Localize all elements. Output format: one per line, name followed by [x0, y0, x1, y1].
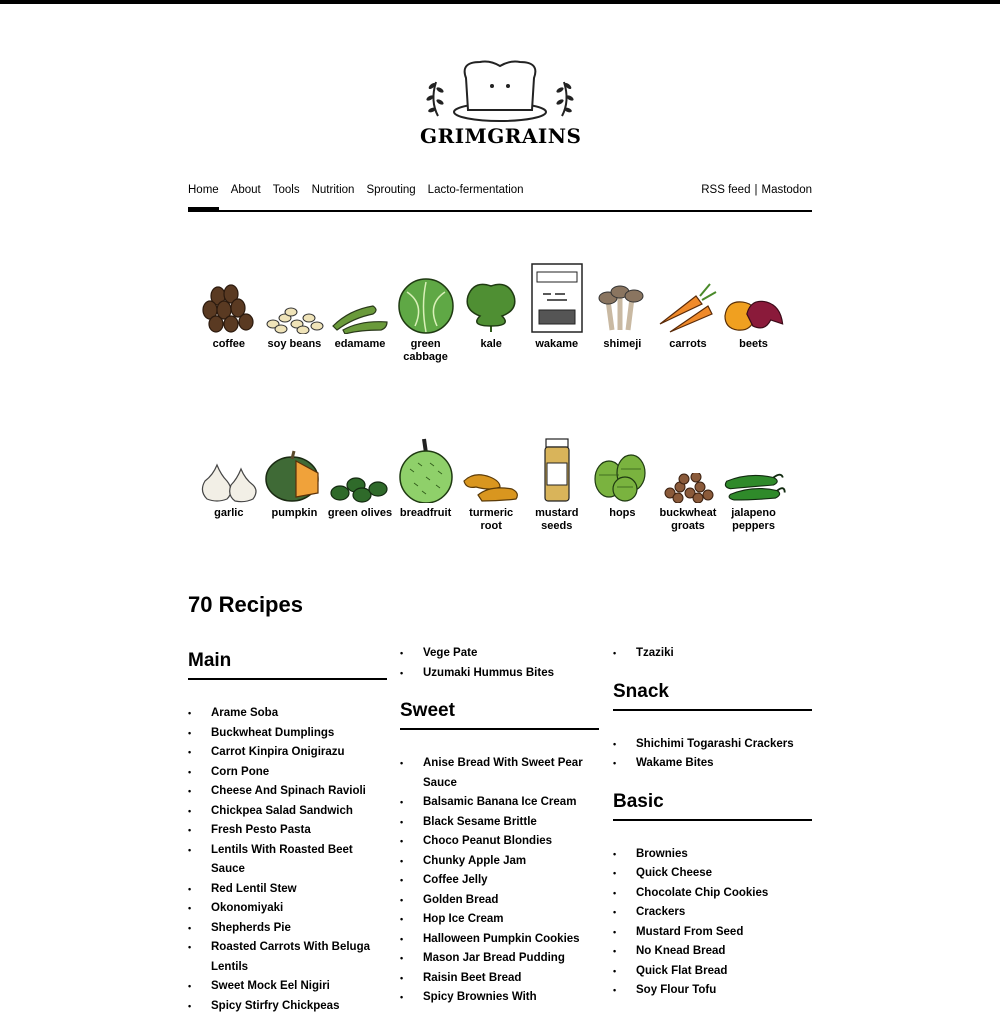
- recipe-link[interactable]: • Carrot Kinpira Onigirazu: [188, 743, 387, 763]
- nav-separator: |: [754, 184, 757, 196]
- ingredient-carrots[interactable]: [655, 260, 721, 364]
- ingredient-buckwheat-groats[interactable]: [655, 429, 721, 533]
- ingredient-label: wakame: [535, 338, 578, 350]
- ingredient-beets[interactable]: [721, 260, 787, 364]
- mustard-jar-icon: [542, 437, 572, 503]
- ingredient-row-1: [196, 260, 796, 364]
- main-nav: [188, 180, 812, 212]
- chef-hat-logo-icon: [420, 56, 580, 124]
- ingredient-wakame[interactable]: [524, 260, 590, 364]
- ingredient-label: hops: [609, 507, 635, 519]
- mushroom-icon: [594, 282, 650, 334]
- turmeric-icon: [460, 467, 522, 503]
- recipe-link[interactable]: • Corn Pone: [188, 763, 387, 783]
- recipe-link[interactable]: • Arame Soba: [188, 704, 387, 724]
- recipe-link[interactable]: • Halloween Pumpkin Cookies: [400, 930, 599, 950]
- ingredient-label: coffee: [213, 338, 245, 350]
- recipe-link[interactable]: • Spicy Stirfry Chickpeas: [188, 997, 387, 1016]
- recipe-link[interactable]: • Mason Jar Bread Pudding: [400, 949, 599, 969]
- basic-recipe-list: [613, 845, 812, 1001]
- edamame-icon: [329, 300, 391, 334]
- ingredient-label: green cabbage: [403, 338, 448, 363]
- recipe-link[interactable]: • Quick Cheese: [613, 864, 812, 884]
- recipe-link[interactable]: • Mustard From Seed: [613, 923, 812, 943]
- recipe-link[interactable]: • Spicy Brownies With: [400, 988, 599, 1008]
- section-title-snack: Snack: [613, 681, 812, 711]
- recipe-link[interactable]: • Red Lentil Stew: [188, 880, 387, 900]
- ingredient-hops[interactable]: [590, 429, 656, 533]
- recipe-link[interactable]: • Fresh Pesto Pasta: [188, 821, 387, 841]
- recipe-link[interactable]: • Okonomiyaki: [188, 899, 387, 919]
- breadfruit-icon: [396, 437, 456, 503]
- ingredient-label: carrots: [669, 338, 706, 350]
- site-logo[interactable]: [420, 56, 580, 156]
- ingredient-kale[interactable]: [458, 260, 524, 364]
- nav-mastodon[interactable]: Mastodon: [761, 184, 812, 196]
- garlic-icon: [197, 461, 261, 503]
- ingredient-label: soy beans: [267, 338, 321, 350]
- nav-tools[interactable]: Tools: [273, 184, 300, 196]
- recipe-link[interactable]: • Cheese And Spinach Ravioli: [188, 782, 387, 802]
- kale-icon: [460, 276, 522, 334]
- recipe-link[interactable]: • Tzaziki: [613, 644, 812, 664]
- ingredient-shimeji[interactable]: [590, 260, 656, 364]
- nav-about[interactable]: About: [231, 184, 261, 196]
- ingredient-label: jalapeno peppers: [731, 507, 776, 532]
- coffee-beans-icon: [198, 282, 260, 334]
- section-title-sweet: Sweet: [400, 700, 599, 730]
- cabbage-icon: [395, 278, 457, 334]
- recipe-link[interactable]: • Chunky Apple Jam: [400, 852, 599, 872]
- snack-recipe-list: [613, 735, 812, 774]
- recipe-link[interactable]: • Golden Bread: [400, 891, 599, 911]
- sweet-recipe-list: [400, 754, 599, 1008]
- recipe-link[interactable]: • Shichimi Togarashi Crackers: [613, 735, 812, 755]
- recipes-column-2: [400, 644, 599, 1008]
- recipe-link[interactable]: • Anise Bread With Sweet Pear Sauce: [400, 754, 599, 793]
- wakame-package-icon: [529, 262, 585, 334]
- main-recipe-list: [188, 704, 387, 1016]
- olives-icon: [328, 473, 392, 503]
- recipes-column-1: [188, 650, 387, 1016]
- recipes-column-3: [613, 644, 812, 1001]
- ingredient-mustard-seeds[interactable]: [524, 429, 590, 533]
- ingredient-jalapeno-peppers[interactable]: [721, 429, 787, 533]
- recipe-link[interactable]: • Hop Ice Cream: [400, 910, 599, 930]
- recipe-link[interactable]: • Wakame Bites: [613, 754, 812, 774]
- recipe-link[interactable]: • Soy Flour Tofu: [613, 981, 812, 1001]
- buckwheat-icon: [660, 473, 716, 503]
- pumpkin-icon: [262, 449, 326, 503]
- nav-nutrition[interactable]: Nutrition: [312, 184, 355, 196]
- recipe-link[interactable]: • Chocolate Chip Cookies: [613, 884, 812, 904]
- ingredient-label: turmeric root: [469, 507, 513, 532]
- recipe-link[interactable]: • Shepherds Pie: [188, 919, 387, 939]
- ingredient-label: edamame: [335, 338, 386, 350]
- recipe-link[interactable]: • Lentils With Roasted Beet Sauce: [188, 841, 387, 880]
- nav-sprouting[interactable]: Sprouting: [366, 184, 415, 196]
- ingredient-coffee[interactable]: [196, 260, 262, 364]
- ingredient-label: shimeji: [603, 338, 641, 350]
- recipe-link[interactable]: • Vege Pate: [400, 644, 599, 664]
- sweet-recipe-list-continued: [613, 644, 812, 664]
- main-recipe-list-continued: [400, 644, 599, 683]
- section-title-basic: Basic: [613, 791, 812, 821]
- beet-icon: [721, 296, 787, 334]
- recipe-link[interactable]: • Coffee Jelly: [400, 871, 599, 891]
- recipe-link[interactable]: • Chickpea Salad Sandwich: [188, 802, 387, 822]
- recipe-link[interactable]: • Sweet Mock Eel Nigiri: [188, 977, 387, 997]
- recipe-link[interactable]: • No Knead Bread: [613, 942, 812, 962]
- soy-beans-icon: [263, 304, 325, 334]
- ingredient-green-olives[interactable]: [327, 429, 393, 533]
- section-title-main: Main: [188, 650, 387, 680]
- ingredient-soy-beans[interactable]: [262, 260, 328, 364]
- ingredient-label: mustard seeds: [535, 507, 578, 532]
- ingredient-row-2: [196, 429, 796, 533]
- recipe-link[interactable]: • Raisin Beet Bread: [400, 969, 599, 989]
- ingredient-breadfruit[interactable]: [393, 429, 459, 533]
- recipe-link[interactable]: • Balsamic Banana Ice Cream: [400, 793, 599, 813]
- recipe-link[interactable]: • Crackers: [613, 903, 812, 923]
- ingredient-label: kale: [480, 338, 501, 350]
- ingredient-turmeric-root[interactable]: [458, 429, 524, 533]
- site-title: GRIMGRAINS: [420, 124, 580, 148]
- nav-rss-feed[interactable]: RSS feed: [701, 184, 750, 196]
- ingredient-label: pumpkin: [271, 507, 317, 519]
- hops-icon: [591, 449, 653, 503]
- recipe-link[interactable]: • Choco Peanut Blondies: [400, 832, 599, 852]
- jalapeno-icon: [721, 467, 787, 503]
- ingredient-label: breadfruit: [400, 507, 451, 519]
- recipes-heading: 70 Recipes: [188, 592, 303, 618]
- ingredient-green-cabbage[interactable]: [393, 260, 459, 364]
- recipe-link[interactable]: • Brownies: [613, 845, 812, 865]
- recipe-link[interactable]: • Uzumaki Hummus Bites: [400, 664, 599, 684]
- ingredient-label: garlic: [214, 507, 243, 519]
- recipe-link[interactable]: • Quick Flat Bread: [613, 962, 812, 982]
- nav-lacto-fermentation[interactable]: Lacto-fermentation: [428, 184, 524, 196]
- ingredient-edamame[interactable]: [327, 260, 393, 364]
- recipe-link[interactable]: • Roasted Carrots With Beluga Lentils: [188, 938, 387, 977]
- ingredient-label: beets: [739, 338, 768, 350]
- ingredient-garlic[interactable]: [196, 429, 262, 533]
- nav-home[interactable]: Home: [188, 184, 219, 196]
- recipe-link[interactable]: • Black Sesame Brittle: [400, 813, 599, 833]
- ingredient-pumpkin[interactable]: [262, 429, 328, 533]
- ingredient-label: green olives: [328, 507, 392, 519]
- carrot-icon: [656, 278, 720, 334]
- recipe-link[interactable]: • Buckwheat Dumplings: [188, 724, 387, 744]
- ingredient-label: buckwheat groats: [660, 507, 717, 532]
